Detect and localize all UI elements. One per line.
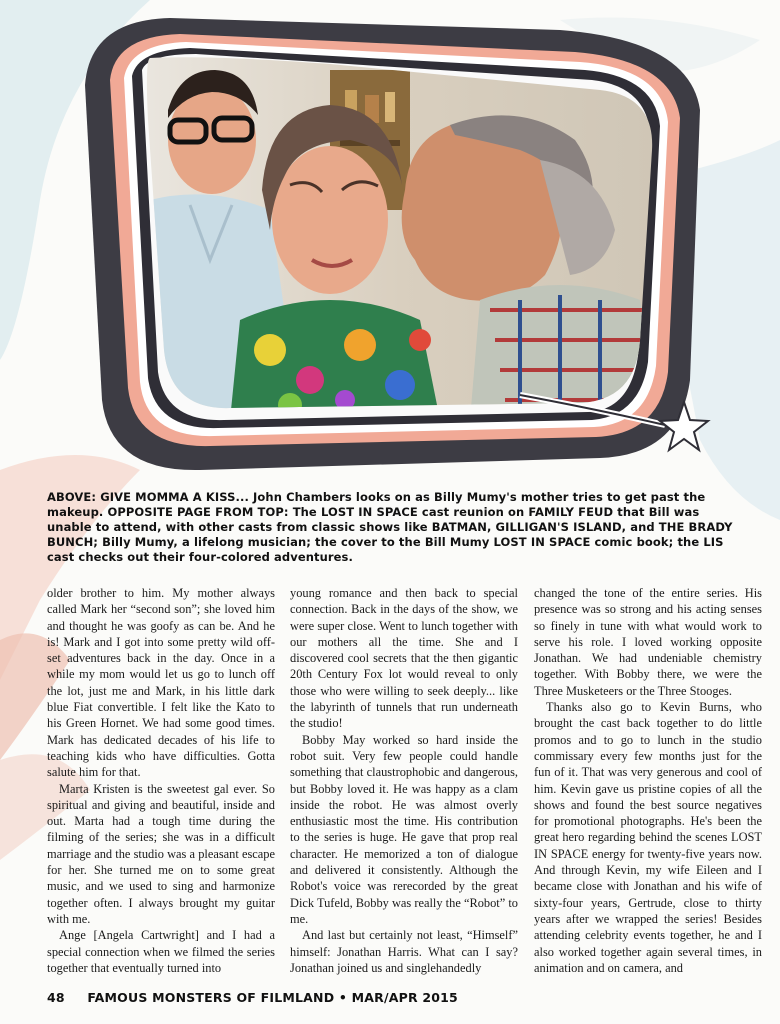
caption-text: John Chambers looks on as Billy Mumy's mother tries to get past the makeup. OPPOSITE PAGE FROM TOP: The LOST IN SPACE cast reunion on FAMILY FEUD that Bill was unable to attend, with other casts from classic shows like BATMAN, GILLIGAN'S ISLAND, and THE BRADY BUNCH; Billy Mumy, a lifelong musician; the cover to the Bill Mumy LOST IN SPACE comic book; the LIS cast checks out their four-colored adventures.: [47, 490, 733, 564]
photo: [140, 50, 660, 420]
article-column-2: [290, 585, 518, 980]
footer-separator: •: [338, 990, 348, 1005]
article-column-1: [47, 585, 275, 980]
paragraph: changed the tone of the entire series. His presence was so strong and his acting senses so finely in tune with what would work to serve his role. I loved working opposite Jonathan. We had undeniable chemistry together. With Bobby there, we were the Three Musketeers or the Three Stooges.: [534, 586, 762, 698]
paragraph: Marta Kristen is the sweetest gal ever. So spiritual and giving and beautiful, inside and out. Marta had a tough time during the filming of the series; she was in a difficult marriage and the studio was a pleasant escape for her. She turned me on to some great music, and we used to sing and harmonize together often. I always brought my guitar with me.: [47, 781, 275, 926]
article-column-3: [534, 585, 762, 980]
paragraph: Thanks also go to Kevin Burns, who brought the cast back together to do little promos and to go to lunch in the studio commissary every few months just for the fun of it. That was very generous and cool of him. Kevin gave us pristine copies of all the shows and found the best source negatives for promotional photographs. He's been the great hero regarding behind the scenes LOST IN SPACE energy for twenty-five years now. And through Kevin, my wife Eileen and I became close with Jonathan and his wife of sixty-four years, Gertrude, close to thirty years after we wrapped the series! Besides attending celebrity events together, he and I also worked together again several times, in animation and on camera, and: [534, 700, 762, 975]
page-footer: [47, 990, 458, 1005]
paragraph: Bobby May worked so hard inside the robot suit. Very few people could handle something that claustrophobic and dangerous, but Bobby loved it. He was happy as a clam inside the robot. He was almost overly enthusiastic most the time. His contribution to the series is huge. He gave that prop real character. He memorized a ton of dialogue and delivered it consistently. Although the Robot's voice was rerecorded by the great Dick Tufeld, Bobby was really the “Robot” to me.: [290, 732, 518, 926]
paragraph: Ange [Angela Cartwright] and I had a special connection when we filmed the series together that eventually turned into: [47, 928, 275, 975]
magazine-title: FAMOUS MONSTERS OF FILMLAND: [87, 990, 335, 1005]
paragraph: older brother to him. My mother always called Mark her “second son”; she loved him and thought he was goofy as can be. And he is! Mark and I got into some pretty wild off-set adventures back in the day. Once in a while my mom would let us go to lunch off the lot, just me and Mark, in his little dark blue Fiat convertible. I felt like the Kato to his Green Hornet. We had some good times. Mark has dedicated decades of his life to teaching kids who have difficulties. Gotta salute him for that.: [47, 586, 275, 780]
article-body: [47, 585, 764, 980]
paragraph: young romance and then back to special connection. Back in the days of the show, we were super close. Went to lunch together with our mothers all the time. She and I discovered cool secrets that the then gigantic 20th Century Fox lot would reveal to only those who were willing to seek deeply... like the labyrinth of tunnels that run underneath the studio!: [290, 586, 518, 731]
paragraph: And last but certainly not least, “Himself” himself: Jonathan Harris. What can I say? Jonathan joined us and singlehandedly: [290, 928, 518, 975]
issue-date: MAR/APR 2015: [351, 990, 458, 1005]
photo-caption: [47, 490, 747, 565]
page-number: 48: [47, 990, 65, 1005]
caption-lead: ABOVE: GIVE MOMMA A KISS...: [47, 490, 249, 504]
photo-frame: [0, 0, 780, 480]
